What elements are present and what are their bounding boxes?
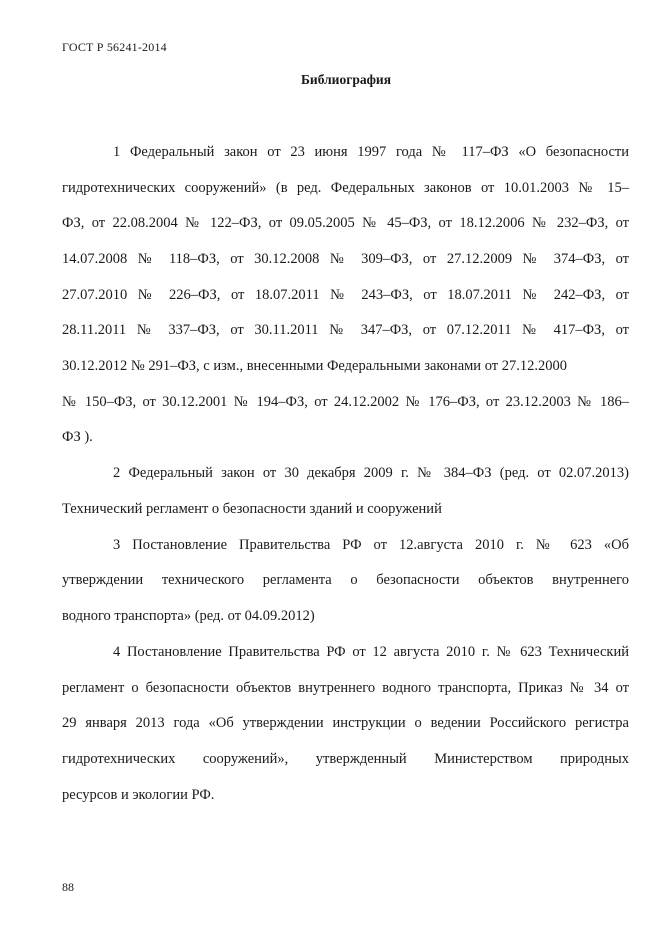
entry-line: регламент о безопасности объектов внутреннего водного транспорта, Приказ № 34 от <box>62 680 629 696</box>
entry-line: № 150–ФЗ, от 30.12.2001 № 194–ФЗ, от 24.12.2002 № 176–ФЗ, от 23.12.2003 № 186– <box>62 394 629 410</box>
entry-line: 28.11.2011 № 337–ФЗ, от 30.11.2011 № 347–ФЗ, от 07.12.2011 № 417–ФЗ, от <box>62 322 629 338</box>
page-title: Библиография <box>300 72 392 87</box>
entry-line: 2 Федеральный закон от 30 декабря 2009 г. № 384–ФЗ (ред. от 02.07.2013) <box>113 465 629 481</box>
entry-line: ФЗ, от 22.08.2004 № 122–ФЗ, от 09.05.2005 № 45–ФЗ, от 18.12.2006 № 232–ФЗ, от <box>62 215 629 231</box>
document-header: ГОСТ Р 56241-2014 <box>62 40 167 54</box>
entry-line: 29 января 2013 года «Об утверждении инструкции о ведении Российского регистра <box>62 715 629 731</box>
entry-line: 1 Федеральный закон от 23 июня 1997 года № 117–ФЗ «О безопасности <box>113 144 629 160</box>
entry-line: 3 Постановление Правительства РФ от 12.августа 2010 г. № 623 «Об <box>113 537 629 553</box>
entry-line: водного транспорта» (ред. от 04.09.2012) <box>62 608 315 624</box>
entry-line: ФЗ ). <box>62 429 93 445</box>
entry-line: 4 Постановление Правительства РФ от 12 августа 2010 г. № 623 Технический <box>113 644 629 660</box>
entry-line: ресурсов и экологии РФ. <box>62 787 215 803</box>
entry-line: Технический регламент о безопасности зданий и сооружений <box>62 501 442 517</box>
entry-line: гидротехнических сооружений» (в ред. Федеральных законов от 10.01.2003 № 15– <box>62 180 629 196</box>
entry-line: утверждении технического регламента о безопасности объектов внутреннего <box>62 572 629 588</box>
page-number: 88 <box>62 880 74 894</box>
entry-line: гидротехнических сооружений», утвержденный Министерством природных <box>62 751 629 767</box>
entry-line: 14.07.2008 № 118–ФЗ, от 30.12.2008 № 309–ФЗ, от 27.12.2009 № 374–ФЗ, от <box>62 251 629 267</box>
entry-line: 30.12.2012 № 291–ФЗ, с изм., внесенными Федеральными законами от 27.12.2000 <box>62 358 567 374</box>
entry-line: 27.07.2010 № 226–ФЗ, от 18.07.2011 № 243–ФЗ, от 18.07.2011 № 242–ФЗ, от <box>62 287 629 303</box>
